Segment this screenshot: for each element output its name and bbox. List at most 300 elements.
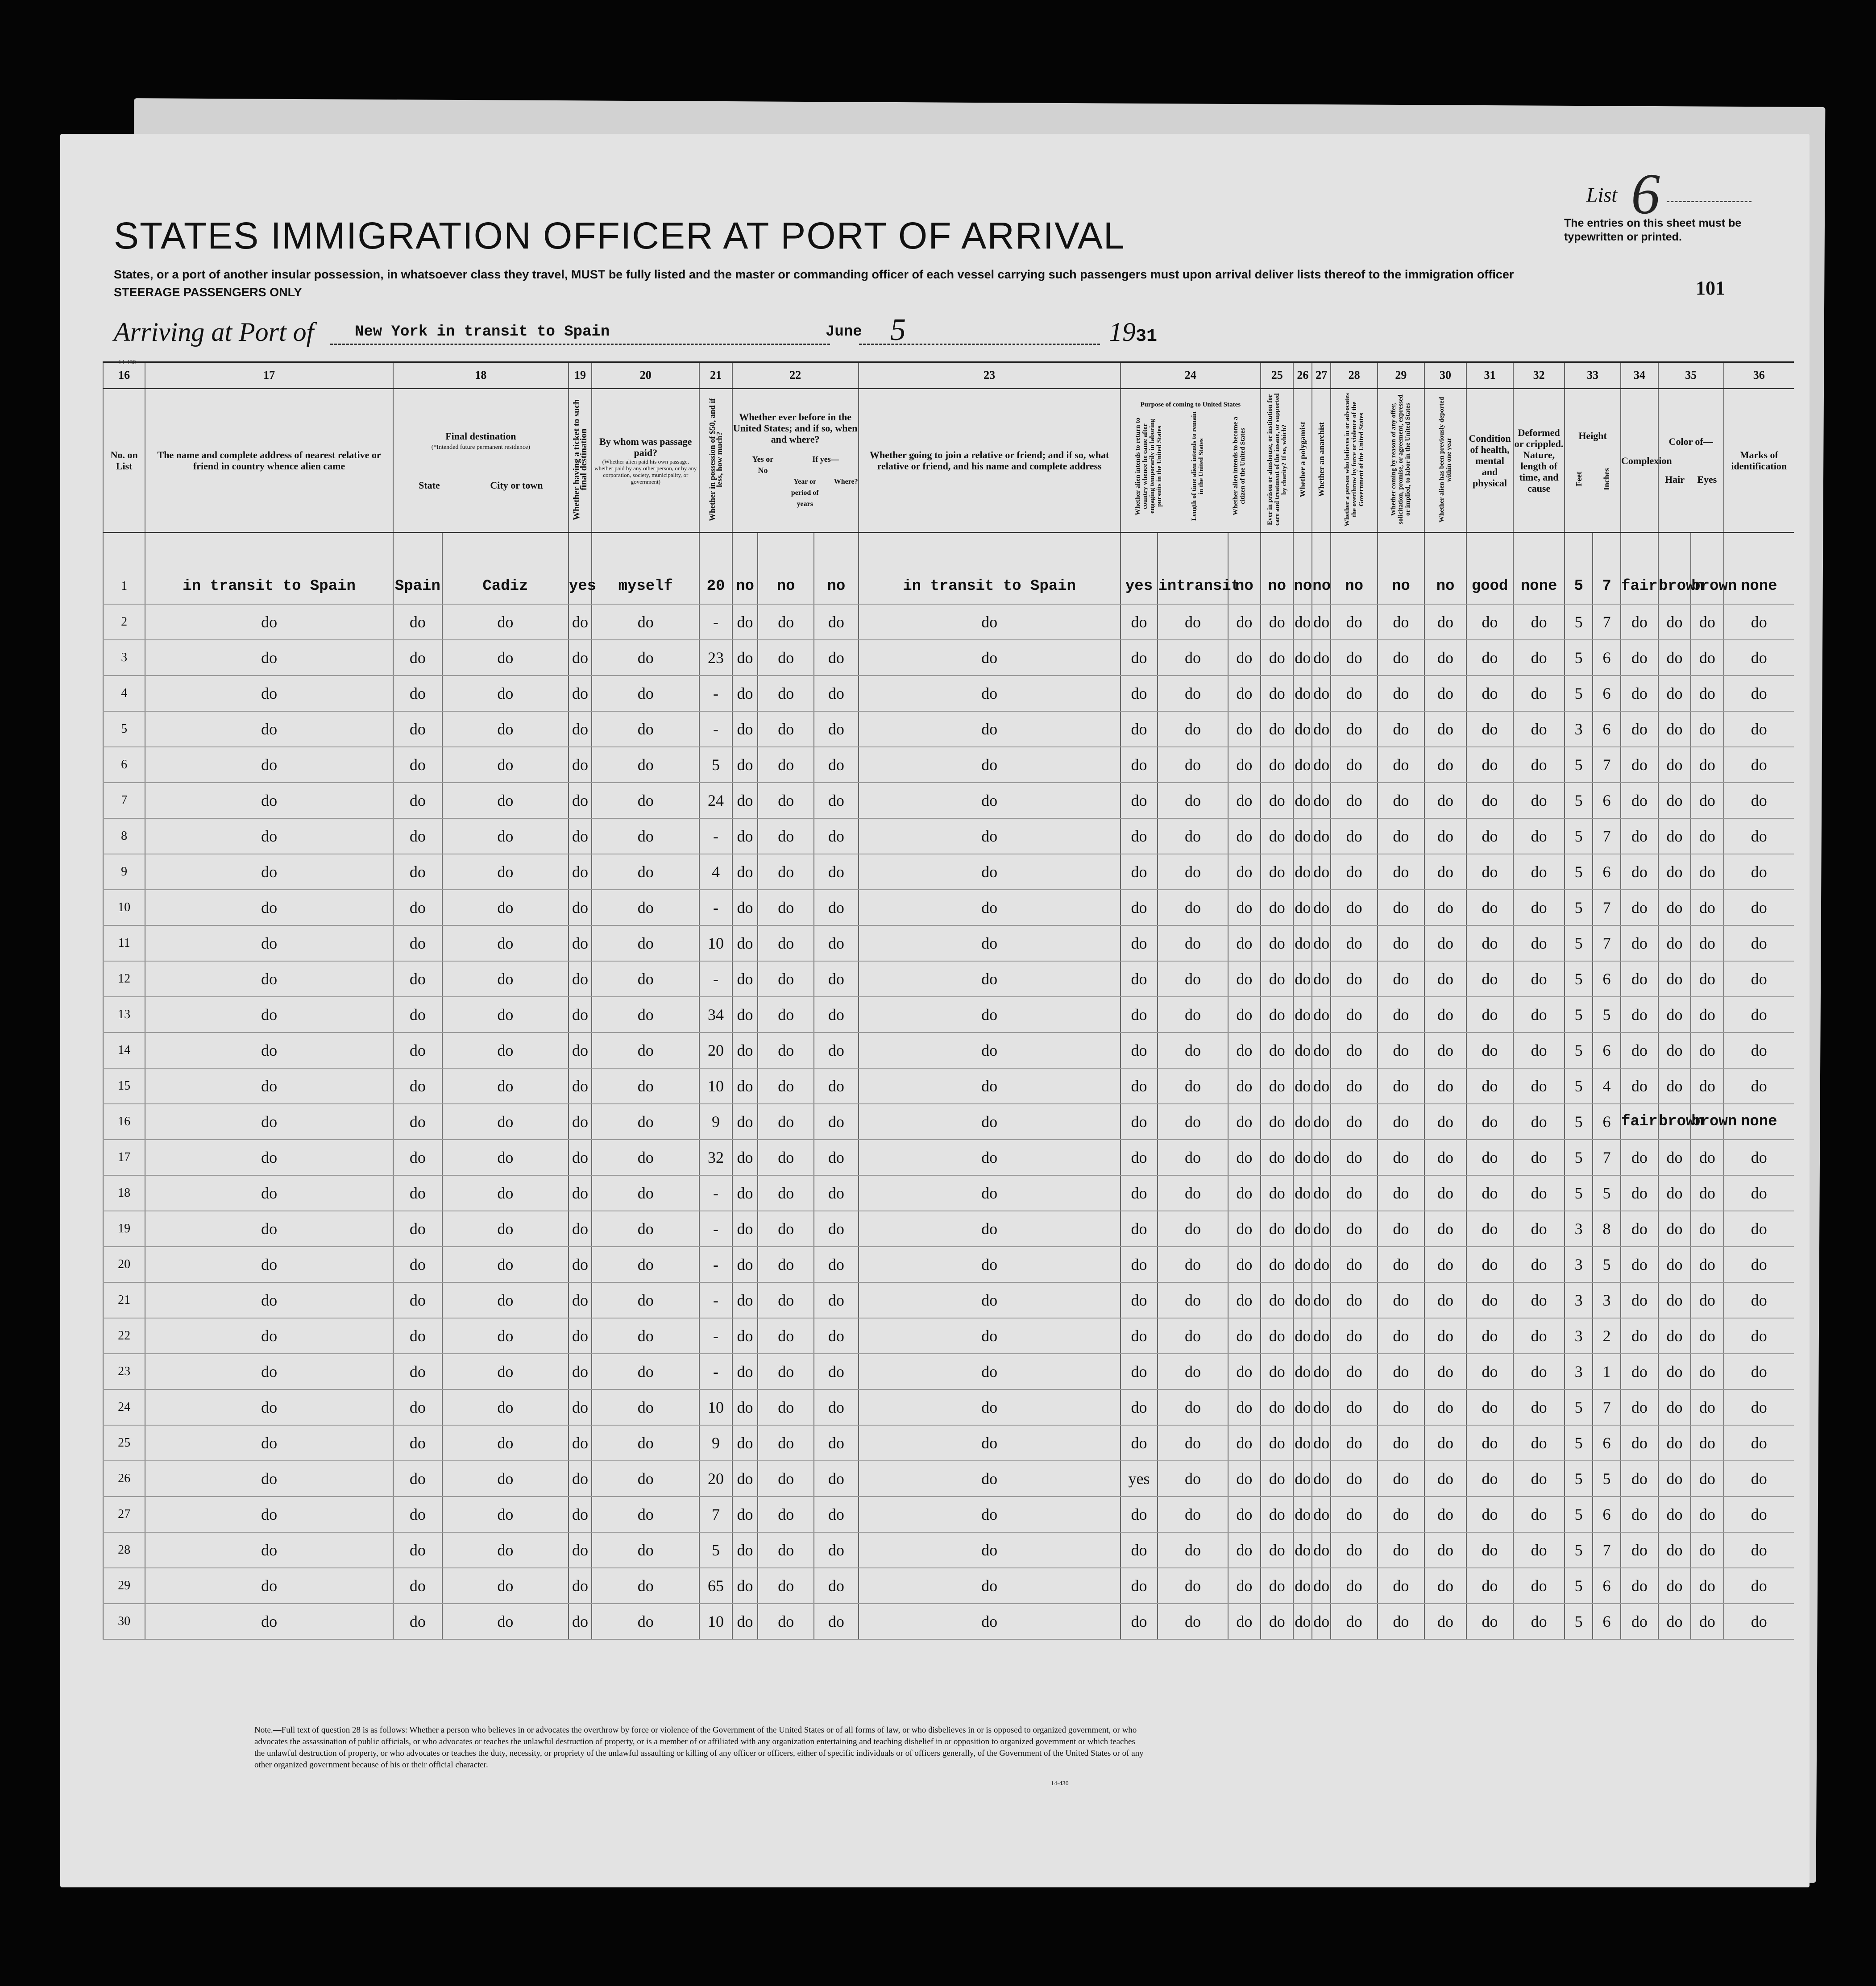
return-cell: do xyxy=(1121,1247,1158,1282)
state-cell: do xyxy=(393,1247,442,1282)
arrival-year xyxy=(1109,317,1157,348)
prison-cell: do xyxy=(1261,783,1293,818)
deformed-cell: do xyxy=(1513,640,1565,676)
return-cell: do xyxy=(1121,1068,1158,1104)
hair-cell: do xyxy=(1658,1497,1691,1532)
q28-cell: do xyxy=(1331,604,1378,640)
q29-cell: do xyxy=(1378,1068,1424,1104)
q28-cell: do xyxy=(1331,1532,1378,1568)
row-number: 23 xyxy=(103,1354,145,1389)
col-num: 22 xyxy=(732,362,859,389)
where-cell: do xyxy=(814,1032,859,1068)
prison-cell: do xyxy=(1261,1461,1293,1497)
paid-cell: do xyxy=(592,1175,699,1211)
ticket-cell: do xyxy=(569,1425,592,1461)
health-cell: do xyxy=(1466,676,1513,711)
money-cell: - xyxy=(699,818,732,854)
anarchist-cell: do xyxy=(1312,783,1331,818)
paid-cell: do xyxy=(592,604,699,640)
relative-cell: do xyxy=(145,1211,393,1247)
polygamist-cell: do xyxy=(1293,1354,1312,1389)
length-cell: do xyxy=(1158,676,1228,711)
deported-cell: do xyxy=(1424,1211,1466,1247)
state-cell: do xyxy=(393,1032,442,1068)
feet-cell: 5 xyxy=(1565,997,1593,1032)
q28-cell: do xyxy=(1331,1211,1378,1247)
table-row xyxy=(103,1140,1794,1175)
row-number: 13 xyxy=(103,997,145,1032)
steerage-label: STEERAGE PASSENGERS ONLY xyxy=(114,286,302,299)
relative-cell: do xyxy=(145,1140,393,1175)
length-cell: do xyxy=(1158,854,1228,890)
prison-cell: do xyxy=(1261,925,1293,961)
inches-cell: 1 xyxy=(1593,1354,1621,1389)
return-cell: do xyxy=(1121,1389,1158,1425)
before-cell: do xyxy=(732,854,758,890)
city-cell: do xyxy=(442,783,569,818)
ticket-cell: do xyxy=(569,818,592,854)
deported-cell: do xyxy=(1424,961,1466,997)
eyes-cell: do xyxy=(1691,1461,1723,1497)
anarchist-cell: do xyxy=(1312,1247,1331,1282)
list-underline xyxy=(1667,201,1751,202)
join-cell: do xyxy=(859,1354,1121,1389)
length-cell: do xyxy=(1158,604,1228,640)
hair-cell: do xyxy=(1658,783,1691,818)
feet-cell: 5 xyxy=(1565,1175,1593,1211)
eyes-cell: do xyxy=(1691,997,1723,1032)
hair-cell: do xyxy=(1658,925,1691,961)
polygamist-cell: do xyxy=(1293,1532,1312,1568)
health-cell: do xyxy=(1466,1389,1513,1425)
feet-cell: 3 xyxy=(1565,1247,1593,1282)
relative-cell: do xyxy=(145,711,393,747)
state-cell: do xyxy=(393,1389,442,1425)
hair-cell: do xyxy=(1658,890,1691,925)
where-cell: do xyxy=(814,676,859,711)
feet-cell: 5 xyxy=(1565,1497,1593,1532)
citizen-cell: do xyxy=(1228,1068,1261,1104)
feet-cell: 5 xyxy=(1565,604,1593,640)
hair-cell: do xyxy=(1658,1461,1691,1497)
city-cell: do xyxy=(442,1425,569,1461)
ticket-cell: do xyxy=(569,1068,592,1104)
q29-cell: do xyxy=(1378,604,1424,640)
paid-cell: do xyxy=(592,1354,699,1389)
table-row xyxy=(103,1497,1794,1532)
anarchist-cell: do xyxy=(1312,1354,1331,1389)
relative-cell: do xyxy=(145,854,393,890)
complexion-cell: do xyxy=(1621,1461,1658,1497)
where-cell: do xyxy=(814,818,859,854)
inches-cell: 6 xyxy=(1593,1604,1621,1639)
col-num: 33 xyxy=(1565,362,1621,389)
manifest-page xyxy=(60,134,1810,1887)
length-cell: do xyxy=(1158,1140,1228,1175)
before-cell: do xyxy=(732,997,758,1032)
where-cell: do xyxy=(814,604,859,640)
table-row xyxy=(103,925,1794,961)
paid-cell: do xyxy=(592,1604,699,1639)
city-cell: do xyxy=(442,1175,569,1211)
state-cell: do xyxy=(393,1604,442,1639)
relative-cell: do xyxy=(145,1389,393,1425)
feet-cell: 5 xyxy=(1565,1425,1593,1461)
join-cell: do xyxy=(859,604,1121,640)
row-number: 24 xyxy=(103,1389,145,1425)
q29-cell: do xyxy=(1378,1354,1424,1389)
color-label: Color of— xyxy=(1668,436,1713,447)
eyes-cell: do xyxy=(1691,890,1723,925)
before-cell: do xyxy=(732,890,758,925)
marks-cell: do xyxy=(1724,604,1794,640)
anarchist-cell: do xyxy=(1312,676,1331,711)
polygamist-cell: do xyxy=(1293,854,1312,890)
inches-cell: 6 xyxy=(1593,854,1621,890)
q29-cell: do xyxy=(1378,676,1424,711)
health-cell: do xyxy=(1466,1568,1513,1604)
anarchist-cell: do xyxy=(1312,961,1331,997)
inches-cell: 3 xyxy=(1593,1282,1621,1318)
prison-cell: do xyxy=(1261,676,1293,711)
q28-cell: do xyxy=(1331,1318,1378,1354)
before-cell: do xyxy=(732,1532,758,1568)
table-row xyxy=(103,747,1794,783)
hair-cell: do xyxy=(1658,1068,1691,1104)
join-cell: do xyxy=(859,711,1121,747)
deported-cell: no xyxy=(1424,569,1466,604)
ticket-cell: yes xyxy=(569,569,592,604)
deported-cell: do xyxy=(1424,1568,1466,1604)
relative-cell: do xyxy=(145,1354,393,1389)
yes-no-label: Yes or No xyxy=(752,455,774,475)
row-number: 14 xyxy=(103,1032,145,1068)
marks-cell: do xyxy=(1724,676,1794,711)
where-cell: do xyxy=(814,1497,859,1532)
money-cell: 5 xyxy=(699,747,732,783)
relative-cell: do xyxy=(145,925,393,961)
ticket-cell: do xyxy=(569,1532,592,1568)
ticket-cell: do xyxy=(569,890,592,925)
years-cell: do xyxy=(758,925,814,961)
where-cell: do xyxy=(814,1461,859,1497)
money-cell: 9 xyxy=(699,1425,732,1461)
before-cell: do xyxy=(732,1354,758,1389)
before-cell: do xyxy=(732,1032,758,1068)
marks-cell: do xyxy=(1724,1604,1794,1639)
money-cell: - xyxy=(699,1282,732,1318)
ticket-cell: do xyxy=(569,604,592,640)
before-cell: do xyxy=(732,783,758,818)
where-cell: do xyxy=(814,640,859,676)
health-cell: do xyxy=(1466,1068,1513,1104)
city-cell: do xyxy=(442,1461,569,1497)
relative-cell: do xyxy=(145,1425,393,1461)
deported-cell: do xyxy=(1424,890,1466,925)
paid-cell: do xyxy=(592,890,699,925)
prison-cell: no xyxy=(1261,569,1293,604)
marks-cell: do xyxy=(1724,711,1794,747)
paid-cell: do xyxy=(592,818,699,854)
header-purpose xyxy=(1121,389,1261,533)
deformed-cell: do xyxy=(1513,890,1565,925)
anarchist-cell: do xyxy=(1312,890,1331,925)
join-cell: do xyxy=(859,1568,1121,1604)
deformed-cell: do xyxy=(1513,925,1565,961)
length-cell: do xyxy=(1158,1282,1228,1318)
eyes-cell: do xyxy=(1691,1604,1723,1639)
join-cell: do xyxy=(859,1032,1121,1068)
deformed-cell: do xyxy=(1513,1461,1565,1497)
citizen-cell: do xyxy=(1228,1532,1261,1568)
feet-cell: 5 xyxy=(1565,925,1593,961)
polygamist-cell: do xyxy=(1293,747,1312,783)
years-cell: do xyxy=(758,640,814,676)
inches-label: Inches xyxy=(1602,468,1611,491)
city-cell: do xyxy=(442,640,569,676)
length-cell: do xyxy=(1158,711,1228,747)
entries-note: The entries on this sheet must be typewritten or printed. xyxy=(1564,217,1742,243)
where-cell: do xyxy=(814,1604,859,1639)
sheet-number: 101 xyxy=(1696,277,1725,299)
row-number: 1 xyxy=(103,569,145,604)
inches-cell: 6 xyxy=(1593,961,1621,997)
health-cell: do xyxy=(1466,925,1513,961)
paid-cell: myself xyxy=(592,569,699,604)
inches-cell: 4 xyxy=(1593,1068,1621,1104)
before-subheads xyxy=(733,454,858,476)
deformed-cell: do xyxy=(1513,997,1565,1032)
eyes-cell: do xyxy=(1691,676,1723,711)
before-cell: do xyxy=(732,1140,758,1175)
state-cell: do xyxy=(393,711,442,747)
city-cell: do xyxy=(442,997,569,1032)
before-cell: do xyxy=(732,1568,758,1604)
feet-cell: 5 xyxy=(1565,961,1593,997)
marks-cell: do xyxy=(1724,1532,1794,1568)
inches-cell: 6 xyxy=(1593,1425,1621,1461)
purpose-subheads xyxy=(1121,410,1260,522)
where-cell: do xyxy=(814,1175,859,1211)
return-cell: do xyxy=(1121,1032,1158,1068)
header-deformed: Deformed or crippled. Nature, length of time, and cause xyxy=(1513,389,1565,533)
deformed-cell: none xyxy=(1513,569,1565,604)
header-health: Condition of health, mental and physical xyxy=(1466,389,1513,533)
state-cell: do xyxy=(393,1532,442,1568)
years-cell: do xyxy=(758,1140,814,1175)
prison-cell: do xyxy=(1261,961,1293,997)
complexion-cell: do xyxy=(1621,961,1658,997)
citizen-cell: do xyxy=(1228,1032,1261,1068)
city-cell: do xyxy=(442,925,569,961)
length-cell: do xyxy=(1158,997,1228,1032)
table-row xyxy=(103,1282,1794,1318)
hair-cell: do xyxy=(1658,1282,1691,1318)
final-destination-subheads xyxy=(394,480,568,491)
return-cell: do xyxy=(1121,1140,1158,1175)
prison-cell: do xyxy=(1261,1032,1293,1068)
q28-cell: do xyxy=(1331,890,1378,925)
years-cell: do xyxy=(758,1532,814,1568)
before-cell: do xyxy=(732,1211,758,1247)
inches-cell: 7 xyxy=(1593,1140,1621,1175)
before-cell: do xyxy=(732,1247,758,1282)
eyes-label: Eyes xyxy=(1697,474,1717,485)
marks-cell: do xyxy=(1724,1068,1794,1104)
marks-cell: do xyxy=(1724,1354,1794,1389)
hair-label: Hair xyxy=(1664,474,1685,485)
state-cell: do xyxy=(393,1425,442,1461)
eyes-cell: do xyxy=(1691,1068,1723,1104)
anarchist-label: Whether an anarchist xyxy=(1317,422,1326,497)
city-cell: do xyxy=(442,961,569,997)
inches-cell: 6 xyxy=(1593,640,1621,676)
before-cell: do xyxy=(732,1425,758,1461)
city-cell: do xyxy=(442,1532,569,1568)
q28-cell: do xyxy=(1331,997,1378,1032)
relative-cell: do xyxy=(145,1497,393,1532)
city-cell: do xyxy=(442,1604,569,1639)
prison-cell: do xyxy=(1261,1247,1293,1282)
ticket-cell: do xyxy=(569,1140,592,1175)
years-cell: do xyxy=(758,1497,814,1532)
table-row xyxy=(103,1318,1794,1354)
anarchist-cell: do xyxy=(1312,854,1331,890)
polygamist-cell: do xyxy=(1293,997,1312,1032)
years-cell: do xyxy=(758,676,814,711)
hair-cell: do xyxy=(1658,604,1691,640)
prison-cell: do xyxy=(1261,747,1293,783)
length-cell: intransit xyxy=(1158,569,1228,604)
where-cell: do xyxy=(814,1104,859,1140)
health-cell: do xyxy=(1466,1175,1513,1211)
table-row xyxy=(103,1532,1794,1568)
length-cell: do xyxy=(1158,1532,1228,1568)
city-cell: do xyxy=(442,711,569,747)
inches-cell: 7 xyxy=(1593,890,1621,925)
hair-cell: do xyxy=(1658,1532,1691,1568)
join-cell: do xyxy=(859,1068,1121,1104)
return-cell: do xyxy=(1121,1497,1158,1532)
q29-cell: do xyxy=(1378,1104,1424,1140)
q28-cell: do xyxy=(1331,1425,1378,1461)
citizen-cell: do xyxy=(1228,711,1261,747)
complexion-cell: do xyxy=(1621,783,1658,818)
citizen-cell: do xyxy=(1228,640,1261,676)
paid-cell: do xyxy=(592,1211,699,1247)
deformed-cell: do xyxy=(1513,676,1565,711)
health-cell: do xyxy=(1466,1032,1513,1068)
deformed-cell: do xyxy=(1513,1568,1565,1604)
feet-cell: 5 xyxy=(1565,1068,1593,1104)
join-cell: do xyxy=(859,1282,1121,1318)
where-cell: do xyxy=(814,1425,859,1461)
footnote-code: 14-430 xyxy=(1051,1780,1069,1787)
inches-cell: 5 xyxy=(1593,1461,1621,1497)
deformed-cell: do xyxy=(1513,1282,1565,1318)
length-cell: do xyxy=(1158,640,1228,676)
return-cell: do xyxy=(1121,1354,1158,1389)
prison-cell: do xyxy=(1261,1104,1293,1140)
inches-cell: 5 xyxy=(1593,1247,1621,1282)
marks-cell: do xyxy=(1724,1568,1794,1604)
money-cell: 10 xyxy=(699,1068,732,1104)
money-cell: - xyxy=(699,711,732,747)
years-cell: do xyxy=(758,1032,814,1068)
return-cell: do xyxy=(1121,818,1158,854)
polygamist-cell: do xyxy=(1293,1247,1312,1282)
q28-cell: do xyxy=(1331,1461,1378,1497)
deported-cell: do xyxy=(1424,1425,1466,1461)
row-number: 3 xyxy=(103,640,145,676)
deported-cell: do xyxy=(1424,1532,1466,1568)
table-row xyxy=(103,676,1794,711)
header-nearest-relative: The name and complete address of nearest relative or friend in country whence alien came xyxy=(145,389,393,533)
state-cell: Spain xyxy=(393,569,442,604)
city-cell: do xyxy=(442,1032,569,1068)
table-row xyxy=(103,961,1794,997)
money-cell: 10 xyxy=(699,1604,732,1639)
q29-cell: do xyxy=(1378,1568,1424,1604)
health-cell: do xyxy=(1466,1532,1513,1568)
deformed-cell: do xyxy=(1513,1425,1565,1461)
polygamist-cell: do xyxy=(1293,604,1312,640)
state-cell: do xyxy=(393,818,442,854)
feet-cell: 3 xyxy=(1565,1354,1593,1389)
complexion-cell: do xyxy=(1621,1282,1658,1318)
polygamist-cell: do xyxy=(1293,1318,1312,1354)
q28-cell: do xyxy=(1331,1140,1378,1175)
before-cell: do xyxy=(732,1389,758,1425)
ticket-cell: do xyxy=(569,1104,592,1140)
length-cell: do xyxy=(1158,1247,1228,1282)
relative-cell: do xyxy=(145,890,393,925)
paid-cell: do xyxy=(592,1568,699,1604)
city-cell: do xyxy=(442,1140,569,1175)
inches-cell: 6 xyxy=(1593,1032,1621,1068)
anarchist-cell: do xyxy=(1312,997,1331,1032)
q28-cell: do xyxy=(1331,1568,1378,1604)
length-cell: do xyxy=(1158,1318,1228,1354)
before-cell: do xyxy=(732,604,758,640)
eyes-cell: brown xyxy=(1691,569,1723,604)
health-cell: do xyxy=(1466,1140,1513,1175)
deformed-cell: do xyxy=(1513,747,1565,783)
table-row xyxy=(103,1604,1794,1639)
anarchist-cell: do xyxy=(1312,925,1331,961)
feet-cell: 5 xyxy=(1565,1568,1593,1604)
citizen-cell: do xyxy=(1228,997,1261,1032)
state-cell: do xyxy=(393,676,442,711)
table-row xyxy=(103,818,1794,854)
city-cell: do xyxy=(442,604,569,640)
q28-cell: do xyxy=(1331,854,1378,890)
deported-label: Whether alien has been previously deported within one year xyxy=(1438,396,1453,522)
money-cell: 34 xyxy=(699,997,732,1032)
inches-cell: 8 xyxy=(1593,1211,1621,1247)
feet-cell: 3 xyxy=(1565,1318,1593,1354)
length-cell: do xyxy=(1158,1211,1228,1247)
q29-cell: do xyxy=(1378,997,1424,1032)
complexion-cell: do xyxy=(1621,1140,1658,1175)
feet-cell: 5 xyxy=(1565,854,1593,890)
eyes-cell: brown xyxy=(1691,1104,1723,1140)
years-cell: do xyxy=(758,783,814,818)
table-row xyxy=(103,1568,1794,1604)
return-cell: do xyxy=(1121,925,1158,961)
row-number: 20 xyxy=(103,1247,145,1282)
table-row xyxy=(103,890,1794,925)
